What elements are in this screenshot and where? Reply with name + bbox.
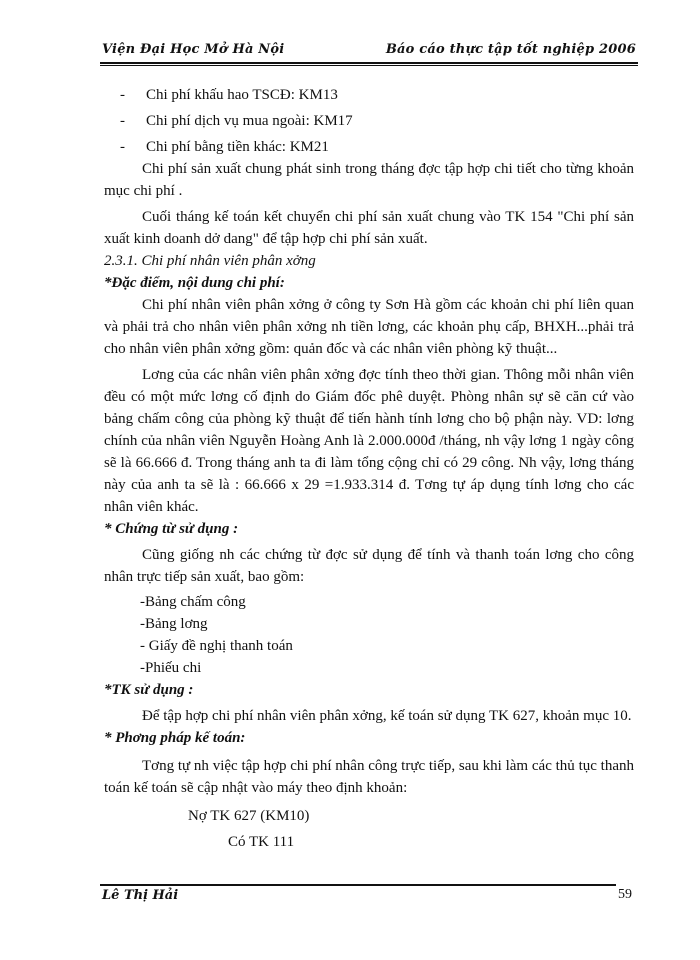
paragraph: Chi phí sản xuất chung phát sinh trong tháng đợc tập hợp chi tiết cho từng khoản mục chi phí . bbox=[104, 161, 634, 199]
subheading: * Phơng pháp kế toán: bbox=[104, 730, 246, 746]
paragraph: Để tập hợp chi phí nhân viên phân xởng, kế toán sử dụng TK 627, khoản mục 10. bbox=[142, 708, 632, 724]
paragraph: Lơng của các nhân viên phân xởng đợc tính theo thời gian. Thông mỗi nhân viên đều có một mức lơng cố định do Giám đốc phê duyệt. Phòng nhân sự sẽ căn cứ vào bảng chấm công của phòng kỹ thuật để tiến hành tính lơng cho bộ phận này. VD: lơng chính của nhân viên Nguyễn Hoàng Anh là 2.000.000đ /tháng, nh vậy lơng 1 ngày công sẽ là 66.666 đ. Trong tháng anh ta đi làm tổng cộng chỉ có 29 công. Nh vậy, lơng tháng này của anh ta sẽ là : 66.666 x 29 =1.933.314 đ. Tơng tự áp dụng tính lơng cho các nhân viên khác. bbox=[104, 367, 634, 515]
list-item: - Giấy đề nghị thanh toán bbox=[140, 638, 293, 654]
paragraph: Chi phí nhân viên phân xởng ở công ty Sơn Hà gồm các khoản chi phí liên quan và phải trả cho nhân viên phân xởng nh tiền lơng, các khoản phụ cấp, BHXH...phải trả cho nhân viên phân xởng gồm: quản đốc và các nhân viên phòng kỹ thuật... bbox=[104, 297, 634, 357]
paragraph: Tơng tự nh việc tập hợp chi phí nhân công trực tiếp, sau khi làm các thủ tục thanh toán kế toán sẽ cập nhật vào máy theo định khoản: bbox=[104, 758, 634, 796]
list-item: -Phiếu chi bbox=[140, 660, 202, 676]
paragraph: Cũng giống nh các chứng từ đợc sử dụng để tính và thanh toán lơng cho công nhân trực tiếp sản xuất, bao gồm: bbox=[104, 547, 634, 585]
list-item bbox=[104, 84, 634, 106]
paragraph: Cuối tháng kế toán kết chuyển chi phí sản xuất chung vào TK 154 "Chi phí sản xuất kinh doanh dở dang" để tập hợp chi phí sản xuất. bbox=[104, 209, 634, 247]
journal-entry-debit: Nợ TK 627 (KM10) bbox=[188, 808, 310, 824]
subheading: * Chứng từ sử dụng : bbox=[104, 521, 239, 537]
bullet-text: Chi phí dịch vụ mua ngoài: KM17 bbox=[146, 113, 353, 129]
bullet-dash-icon: - bbox=[120, 113, 125, 129]
footer-author: Lê Thị Hải bbox=[102, 888, 179, 903]
page-header bbox=[100, 40, 640, 62]
bullet-text: Chi phí khấu hao TSCĐ: KM13 bbox=[146, 87, 338, 103]
header-institution: Viện Đại Học Mở Hà Nội bbox=[102, 42, 285, 57]
footer-rule bbox=[100, 884, 616, 886]
page-number: 59 bbox=[618, 887, 632, 902]
list-item bbox=[104, 136, 634, 158]
header-rule bbox=[100, 62, 638, 64]
bullet-text: Chi phí bằng tiền khác: KM21 bbox=[146, 139, 329, 155]
list-item: -Bảng lơng bbox=[140, 616, 208, 632]
list-item bbox=[104, 110, 634, 132]
header-report-title: Báo cáo thực tập tốt nghiệp 2006 bbox=[385, 42, 636, 57]
header-rule-thin bbox=[100, 65, 638, 66]
subheading: *Đặc điểm, nội dung chi phí: bbox=[104, 275, 285, 291]
bullet-dash-icon: - bbox=[120, 139, 125, 155]
journal-entry-credit: Có TK 111 bbox=[228, 834, 295, 850]
section-heading: 2.3.1. Chi phí nhân viên phân xởng bbox=[104, 253, 316, 269]
bullet-dash-icon: - bbox=[120, 87, 125, 103]
subheading: *TK sử dụng : bbox=[104, 682, 194, 698]
page-body bbox=[104, 84, 634, 853]
list-item: -Bảng chấm công bbox=[140, 594, 246, 610]
